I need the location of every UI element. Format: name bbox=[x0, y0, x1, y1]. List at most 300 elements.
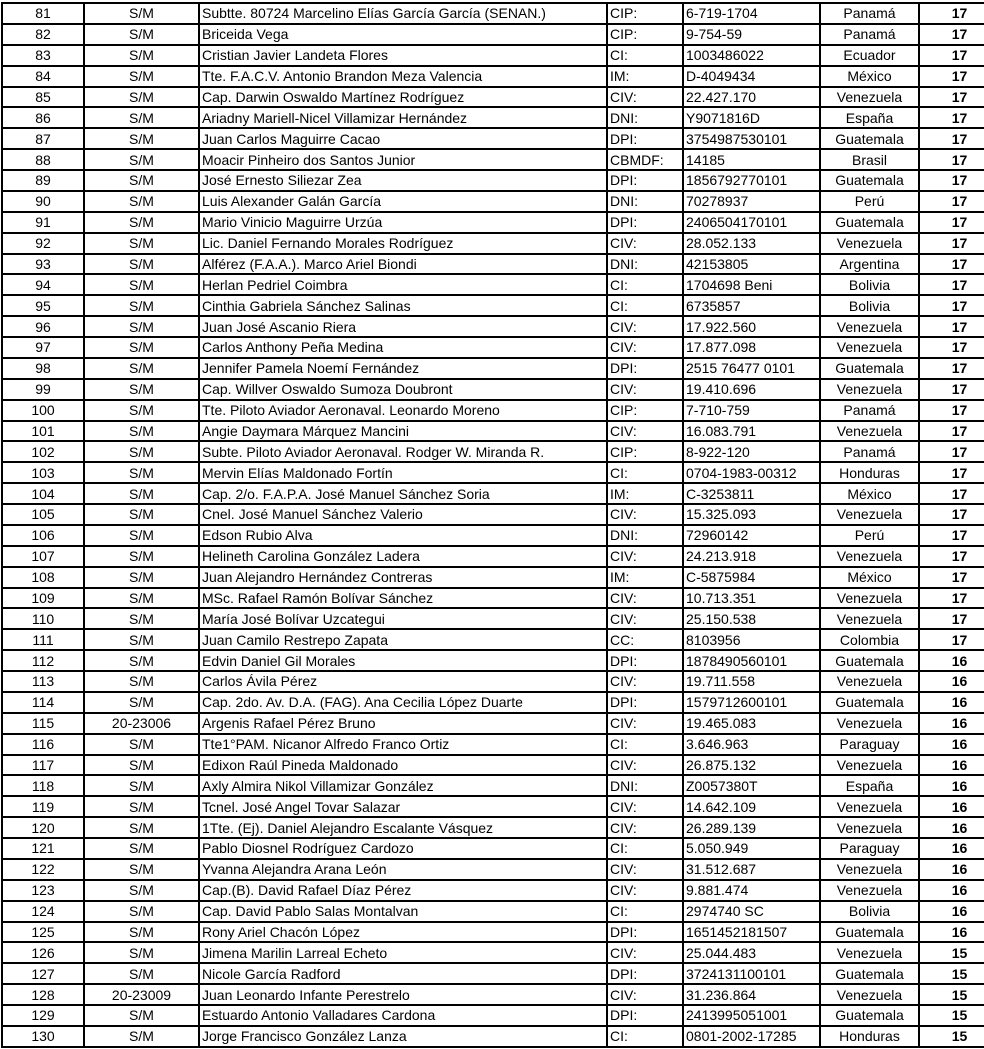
doc-number-cell: 5.050.949 bbox=[683, 838, 820, 859]
doc-number-cell: Z0057380T bbox=[683, 775, 820, 796]
table-row bbox=[2, 629, 984, 650]
doc-type-cell: CI: bbox=[607, 901, 683, 922]
doc-number-cell: D-4049434 bbox=[683, 66, 820, 87]
table-row bbox=[2, 316, 984, 337]
doc-type-cell: DNI: bbox=[607, 525, 683, 546]
doc-type-cell: CIV: bbox=[607, 880, 683, 901]
count-cell: 17 bbox=[919, 337, 984, 358]
registration-cell: S/M bbox=[84, 128, 199, 149]
country-cell: Bolivia bbox=[820, 295, 919, 316]
row-number-cell: 102 bbox=[2, 441, 84, 462]
doc-number-cell: 1704698 Beni bbox=[683, 274, 820, 295]
registration-cell: S/M bbox=[84, 608, 199, 629]
count-cell: 17 bbox=[919, 441, 984, 462]
count-cell: 16 bbox=[919, 796, 984, 817]
doc-type-cell: DPI: bbox=[607, 358, 683, 379]
registration-cell: S/M bbox=[84, 295, 199, 316]
country-cell: Guatemala bbox=[820, 692, 919, 713]
person-name-cell: Juan Leonardo Infante Perestrelo bbox=[199, 984, 607, 1005]
registration-cell: S/M bbox=[84, 3, 199, 24]
registration-cell: S/M bbox=[84, 588, 199, 609]
registration-cell: S/M bbox=[84, 107, 199, 128]
row-number-cell: 118 bbox=[2, 775, 84, 796]
count-cell: 17 bbox=[919, 128, 984, 149]
count-cell: 17 bbox=[919, 483, 984, 504]
count-cell: 17 bbox=[919, 546, 984, 567]
person-name-cell: Axly Almira Nikol Villamizar González bbox=[199, 775, 607, 796]
country-cell: Venezuela bbox=[820, 379, 919, 400]
doc-type-cell: CI: bbox=[607, 45, 683, 66]
registration-cell: S/M bbox=[84, 817, 199, 838]
table-row bbox=[2, 713, 984, 734]
count-cell: 15 bbox=[919, 1005, 984, 1026]
country-cell: Paraguay bbox=[820, 838, 919, 859]
doc-type-cell: DPI: bbox=[607, 650, 683, 671]
registration-cell: S/M bbox=[84, 859, 199, 880]
table-row bbox=[2, 588, 984, 609]
country-cell: España bbox=[820, 107, 919, 128]
doc-type-cell: CI: bbox=[607, 1026, 683, 1047]
country-cell: Venezuela bbox=[820, 796, 919, 817]
person-name-cell: Cap. David Pablo Salas Montalvan bbox=[199, 901, 607, 922]
doc-number-cell: 2974740 SC bbox=[683, 901, 820, 922]
person-name-cell: Cristian Javier Landeta Flores bbox=[199, 45, 607, 66]
registration-cell: S/M bbox=[84, 441, 199, 462]
count-cell: 17 bbox=[919, 567, 984, 588]
person-name-cell: Nicole García Radford bbox=[199, 963, 607, 984]
count-cell: 16 bbox=[919, 838, 984, 859]
country-cell: Venezuela bbox=[820, 817, 919, 838]
registration-cell: S/M bbox=[84, 567, 199, 588]
registration-cell: S/M bbox=[84, 462, 199, 483]
count-cell: 17 bbox=[919, 525, 984, 546]
doc-number-cell: 26.875.132 bbox=[683, 755, 820, 776]
row-number-cell: 122 bbox=[2, 859, 84, 880]
table-row bbox=[2, 1026, 984, 1047]
registration-cell: S/M bbox=[84, 24, 199, 45]
table-row bbox=[2, 963, 984, 984]
table-row bbox=[2, 254, 984, 275]
person-name-cell: Estuardo Antonio Valladares Cardona bbox=[199, 1005, 607, 1026]
country-cell: Argentina bbox=[820, 254, 919, 275]
registration-cell: S/M bbox=[84, 254, 199, 275]
doc-number-cell: 25.044.483 bbox=[683, 942, 820, 963]
row-number-cell: 107 bbox=[2, 546, 84, 567]
row-number-cell: 91 bbox=[2, 212, 84, 233]
doc-number-cell: 0704-1983-00312 bbox=[683, 462, 820, 483]
table-row bbox=[2, 233, 984, 254]
count-cell: 17 bbox=[919, 629, 984, 650]
count-cell: 17 bbox=[919, 24, 984, 45]
registration-cell: S/M bbox=[84, 274, 199, 295]
doc-type-cell: DPI: bbox=[607, 212, 683, 233]
row-number-cell: 93 bbox=[2, 254, 84, 275]
doc-number-cell: 3754987530101 bbox=[683, 128, 820, 149]
country-cell: Venezuela bbox=[820, 713, 919, 734]
table-body bbox=[2, 3, 984, 1047]
row-number-cell: 114 bbox=[2, 692, 84, 713]
registration-cell: S/M bbox=[84, 942, 199, 963]
country-cell: Panamá bbox=[820, 24, 919, 45]
doc-number-cell: 25.150.538 bbox=[683, 608, 820, 629]
count-cell: 17 bbox=[919, 3, 984, 24]
doc-number-cell: 14185 bbox=[683, 149, 820, 170]
country-cell: Venezuela bbox=[820, 671, 919, 692]
row-number-cell: 106 bbox=[2, 525, 84, 546]
doc-number-cell: 7-710-759 bbox=[683, 400, 820, 421]
country-cell: Bolivia bbox=[820, 274, 919, 295]
doc-number-cell: 16.083.791 bbox=[683, 421, 820, 442]
doc-number-cell: 1856792770101 bbox=[683, 170, 820, 191]
count-cell: 15 bbox=[919, 942, 984, 963]
doc-type-cell: CI: bbox=[607, 462, 683, 483]
registration-cell: S/M bbox=[84, 337, 199, 358]
person-name-cell: Edson Rubio Alva bbox=[199, 525, 607, 546]
table-row bbox=[2, 504, 984, 525]
country-cell: Venezuela bbox=[820, 859, 919, 880]
count-cell: 16 bbox=[919, 817, 984, 838]
count-cell: 17 bbox=[919, 170, 984, 191]
person-name-cell: Juan Camilo Restrepo Zapata bbox=[199, 629, 607, 650]
row-number-cell: 90 bbox=[2, 191, 84, 212]
table-row bbox=[2, 1005, 984, 1026]
count-cell: 15 bbox=[919, 984, 984, 1005]
table-row bbox=[2, 838, 984, 859]
registration-cell: S/M bbox=[84, 734, 199, 755]
person-name-cell: Tte. F.A.C.V. Antonio Brandon Meza Valencia bbox=[199, 66, 607, 87]
table-row bbox=[2, 295, 984, 316]
doc-type-cell: DPI: bbox=[607, 922, 683, 943]
person-name-cell: Jimena Marilin Larreal Echeto bbox=[199, 942, 607, 963]
country-cell: Colombia bbox=[820, 629, 919, 650]
doc-number-cell: 0801-2002-17285 bbox=[683, 1026, 820, 1047]
count-cell: 16 bbox=[919, 880, 984, 901]
country-cell: Venezuela bbox=[820, 421, 919, 442]
doc-type-cell: CI: bbox=[607, 274, 683, 295]
registration-cell: S/M bbox=[84, 66, 199, 87]
registration-cell: S/M bbox=[84, 1026, 199, 1047]
count-cell: 17 bbox=[919, 233, 984, 254]
country-cell: México bbox=[820, 66, 919, 87]
table-row bbox=[2, 942, 984, 963]
doc-number-cell: 1579712600101 bbox=[683, 692, 820, 713]
doc-type-cell: DNI: bbox=[607, 107, 683, 128]
row-number-cell: 89 bbox=[2, 170, 84, 191]
country-cell: Perú bbox=[820, 525, 919, 546]
table-row bbox=[2, 191, 984, 212]
doc-type-cell: DNI: bbox=[607, 191, 683, 212]
row-number-cell: 105 bbox=[2, 504, 84, 525]
table-row bbox=[2, 379, 984, 400]
doc-type-cell: CIV: bbox=[607, 316, 683, 337]
table-row bbox=[2, 692, 984, 713]
country-cell: Venezuela bbox=[820, 608, 919, 629]
row-number-cell: 117 bbox=[2, 755, 84, 776]
count-cell: 16 bbox=[919, 713, 984, 734]
doc-type-cell: CIV: bbox=[607, 546, 683, 567]
person-name-cell: Mario Vinicio Maguirre Urzúa bbox=[199, 212, 607, 233]
count-cell: 16 bbox=[919, 922, 984, 943]
person-name-cell: Lic. Daniel Fernando Morales Rodríguez bbox=[199, 233, 607, 254]
doc-type-cell: CIP: bbox=[607, 400, 683, 421]
row-number-cell: 129 bbox=[2, 1005, 84, 1026]
doc-type-cell: DNI: bbox=[607, 775, 683, 796]
doc-number-cell: 31.512.687 bbox=[683, 859, 820, 880]
person-name-cell: Jorge Francisco González Lanza bbox=[199, 1026, 607, 1047]
doc-number-cell: 19.711.558 bbox=[683, 671, 820, 692]
doc-number-cell: 14.642.109 bbox=[683, 796, 820, 817]
count-cell: 16 bbox=[919, 734, 984, 755]
registration-cell: S/M bbox=[84, 901, 199, 922]
row-number-cell: 87 bbox=[2, 128, 84, 149]
table-row bbox=[2, 87, 984, 108]
row-number-cell: 81 bbox=[2, 3, 84, 24]
person-name-cell: 1Tte. (Ej). Daniel Alejandro Escalante Vásquez bbox=[199, 817, 607, 838]
table-row bbox=[2, 775, 984, 796]
person-name-cell: Edixon Raúl Pineda Maldonado bbox=[199, 755, 607, 776]
doc-number-cell: 26.289.139 bbox=[683, 817, 820, 838]
count-cell: 17 bbox=[919, 588, 984, 609]
personnel-roster-table bbox=[1, 2, 984, 1048]
person-name-cell: Argenis Rafael Pérez Bruno bbox=[199, 713, 607, 734]
row-number-cell: 82 bbox=[2, 24, 84, 45]
country-cell: Panamá bbox=[820, 441, 919, 462]
country-cell: Honduras bbox=[820, 462, 919, 483]
registration-cell: S/M bbox=[84, 504, 199, 525]
doc-type-cell: CIP: bbox=[607, 441, 683, 462]
doc-type-cell: CIV: bbox=[607, 421, 683, 442]
person-name-cell: Briceida Vega bbox=[199, 24, 607, 45]
table-row bbox=[2, 734, 984, 755]
person-name-cell: Cap. Darwin Oswaldo Martínez Rodríguez bbox=[199, 87, 607, 108]
count-cell: 15 bbox=[919, 1026, 984, 1047]
row-number-cell: 119 bbox=[2, 796, 84, 817]
doc-number-cell: 8103956 bbox=[683, 629, 820, 650]
registration-cell: S/M bbox=[84, 838, 199, 859]
country-cell: Guatemala bbox=[820, 922, 919, 943]
registration-cell: S/M bbox=[84, 796, 199, 817]
doc-type-cell: IM: bbox=[607, 567, 683, 588]
person-name-cell: Pablo Diosnel Rodríguez Cardozo bbox=[199, 838, 607, 859]
registration-cell: S/M bbox=[84, 692, 199, 713]
doc-number-cell: 6735857 bbox=[683, 295, 820, 316]
registration-cell: S/M bbox=[84, 629, 199, 650]
person-name-cell: Helineth Carolina González Ladera bbox=[199, 546, 607, 567]
registration-cell: S/M bbox=[84, 671, 199, 692]
country-cell: Venezuela bbox=[820, 942, 919, 963]
country-cell: Panamá bbox=[820, 400, 919, 421]
registration-cell: 20-23006 bbox=[84, 713, 199, 734]
person-name-cell: Subte. Piloto Aviador Aeronaval. Rodger W. Miranda R. bbox=[199, 441, 607, 462]
doc-type-cell: CIV: bbox=[607, 588, 683, 609]
doc-type-cell: DPI: bbox=[607, 1005, 683, 1026]
row-number-cell: 95 bbox=[2, 295, 84, 316]
registration-cell: S/M bbox=[84, 963, 199, 984]
person-name-cell: Alférez (F.A.A.). Marco Ariel Biondi bbox=[199, 254, 607, 275]
row-number-cell: 104 bbox=[2, 483, 84, 504]
count-cell: 17 bbox=[919, 400, 984, 421]
table-row bbox=[2, 567, 984, 588]
table-row bbox=[2, 462, 984, 483]
count-cell: 17 bbox=[919, 358, 984, 379]
doc-type-cell: CIP: bbox=[607, 3, 683, 24]
doc-type-cell: CIV: bbox=[607, 87, 683, 108]
registration-cell: S/M bbox=[84, 358, 199, 379]
person-name-cell: Yvanna Alejandra Arana León bbox=[199, 859, 607, 880]
count-cell: 17 bbox=[919, 504, 984, 525]
doc-number-cell: 24.213.918 bbox=[683, 546, 820, 567]
country-cell: Guatemala bbox=[820, 650, 919, 671]
doc-type-cell: CIV: bbox=[607, 713, 683, 734]
person-name-cell: Herlan Pedriel Coimbra bbox=[199, 274, 607, 295]
country-cell: España bbox=[820, 775, 919, 796]
doc-number-cell: 31.236.864 bbox=[683, 984, 820, 1005]
doc-type-cell: CIP: bbox=[607, 24, 683, 45]
row-number-cell: 99 bbox=[2, 379, 84, 400]
registration-cell: S/M bbox=[84, 233, 199, 254]
row-number-cell: 124 bbox=[2, 901, 84, 922]
table-row bbox=[2, 3, 984, 24]
country-cell: Venezuela bbox=[820, 546, 919, 567]
doc-type-cell: IM: bbox=[607, 66, 683, 87]
registration-cell: S/M bbox=[84, 880, 199, 901]
table-row bbox=[2, 421, 984, 442]
count-cell: 17 bbox=[919, 254, 984, 275]
row-number-cell: 103 bbox=[2, 462, 84, 483]
person-name-cell: Juan José Ascanio Riera bbox=[199, 316, 607, 337]
row-number-cell: 123 bbox=[2, 880, 84, 901]
table-row bbox=[2, 901, 984, 922]
count-cell: 17 bbox=[919, 295, 984, 316]
country-cell: Guatemala bbox=[820, 963, 919, 984]
country-cell: Guatemala bbox=[820, 128, 919, 149]
count-cell: 16 bbox=[919, 755, 984, 776]
person-name-cell: Subtte. 80724 Marcelino Elías García García (SENAN.) bbox=[199, 3, 607, 24]
doc-type-cell: DNI: bbox=[607, 254, 683, 275]
doc-number-cell: 2515 76477 0101 bbox=[683, 358, 820, 379]
table-row bbox=[2, 24, 984, 45]
row-number-cell: 128 bbox=[2, 984, 84, 1005]
registration-cell: S/M bbox=[84, 546, 199, 567]
country-cell: Venezuela bbox=[820, 87, 919, 108]
doc-type-cell: CI: bbox=[607, 838, 683, 859]
table-row bbox=[2, 149, 984, 170]
count-cell: 16 bbox=[919, 650, 984, 671]
person-name-cell: Tte. Piloto Aviador Aeronaval. Leonardo Moreno bbox=[199, 400, 607, 421]
table-row bbox=[2, 608, 984, 629]
registration-cell: S/M bbox=[84, 400, 199, 421]
row-number-cell: 110 bbox=[2, 608, 84, 629]
doc-number-cell: 42153805 bbox=[683, 254, 820, 275]
row-number-cell: 109 bbox=[2, 588, 84, 609]
registration-cell: S/M bbox=[84, 149, 199, 170]
count-cell: 17 bbox=[919, 191, 984, 212]
doc-number-cell: 15.325.093 bbox=[683, 504, 820, 525]
doc-type-cell: DPI: bbox=[607, 128, 683, 149]
table-row bbox=[2, 483, 984, 504]
doc-type-cell: CIV: bbox=[607, 859, 683, 880]
doc-type-cell: CIV: bbox=[607, 337, 683, 358]
row-number-cell: 108 bbox=[2, 567, 84, 588]
country-cell: Venezuela bbox=[820, 316, 919, 337]
table-row bbox=[2, 45, 984, 66]
country-cell: Brasil bbox=[820, 149, 919, 170]
country-cell: Bolivia bbox=[820, 901, 919, 922]
country-cell: Honduras bbox=[820, 1026, 919, 1047]
country-cell: Guatemala bbox=[820, 170, 919, 191]
country-cell: México bbox=[820, 567, 919, 588]
count-cell: 17 bbox=[919, 45, 984, 66]
row-number-cell: 92 bbox=[2, 233, 84, 254]
doc-type-cell: DPI: bbox=[607, 170, 683, 191]
country-cell: Venezuela bbox=[820, 233, 919, 254]
table-row bbox=[2, 817, 984, 838]
table-row bbox=[2, 859, 984, 880]
country-cell: Perú bbox=[820, 191, 919, 212]
person-name-cell: Tcnel. José Angel Tovar Salazar bbox=[199, 796, 607, 817]
row-number-cell: 116 bbox=[2, 734, 84, 755]
doc-number-cell: 10.713.351 bbox=[683, 588, 820, 609]
row-number-cell: 130 bbox=[2, 1026, 84, 1047]
doc-number-cell: 17.922.560 bbox=[683, 316, 820, 337]
registration-cell: S/M bbox=[84, 1005, 199, 1026]
row-number-cell: 127 bbox=[2, 963, 84, 984]
count-cell: 17 bbox=[919, 66, 984, 87]
count-cell: 17 bbox=[919, 379, 984, 400]
table-row bbox=[2, 546, 984, 567]
person-name-cell: Juan Alejandro Hernández Contreras bbox=[199, 567, 607, 588]
registration-cell: S/M bbox=[84, 650, 199, 671]
doc-type-cell: CIV: bbox=[607, 504, 683, 525]
doc-number-cell: 22.427.170 bbox=[683, 87, 820, 108]
person-name-cell: Rony Ariel Chacón López bbox=[199, 922, 607, 943]
table-row bbox=[2, 358, 984, 379]
doc-number-cell: 9-754-59 bbox=[683, 24, 820, 45]
table-row bbox=[2, 337, 984, 358]
doc-number-cell: 1878490560101 bbox=[683, 650, 820, 671]
row-number-cell: 96 bbox=[2, 316, 84, 337]
count-cell: 17 bbox=[919, 212, 984, 233]
registration-cell: S/M bbox=[84, 421, 199, 442]
doc-type-cell: DPI: bbox=[607, 692, 683, 713]
row-number-cell: 111 bbox=[2, 629, 84, 650]
country-cell: Venezuela bbox=[820, 588, 919, 609]
doc-type-cell: DPI: bbox=[607, 963, 683, 984]
doc-type-cell: CIV: bbox=[607, 233, 683, 254]
doc-type-cell: CIV: bbox=[607, 755, 683, 776]
table-row bbox=[2, 170, 984, 191]
row-number-cell: 83 bbox=[2, 45, 84, 66]
doc-number-cell: 2413995051001 bbox=[683, 1005, 820, 1026]
registration-cell: S/M bbox=[84, 525, 199, 546]
registration-cell: S/M bbox=[84, 212, 199, 233]
person-name-cell: José Ernesto Siliezar Zea bbox=[199, 170, 607, 191]
table-row bbox=[2, 107, 984, 128]
doc-number-cell: 8-922-120 bbox=[683, 441, 820, 462]
person-name-cell: Moacir Pinheiro dos Santos Junior bbox=[199, 149, 607, 170]
table-row bbox=[2, 984, 984, 1005]
doc-number-cell: 17.877.098 bbox=[683, 337, 820, 358]
row-number-cell: 115 bbox=[2, 713, 84, 734]
count-cell: 16 bbox=[919, 859, 984, 880]
row-number-cell: 97 bbox=[2, 337, 84, 358]
country-cell: Panamá bbox=[820, 3, 919, 24]
doc-number-cell: 3.646.963 bbox=[683, 734, 820, 755]
table-row bbox=[2, 796, 984, 817]
country-cell: Ecuador bbox=[820, 45, 919, 66]
count-cell: 17 bbox=[919, 462, 984, 483]
country-cell: Guatemala bbox=[820, 358, 919, 379]
